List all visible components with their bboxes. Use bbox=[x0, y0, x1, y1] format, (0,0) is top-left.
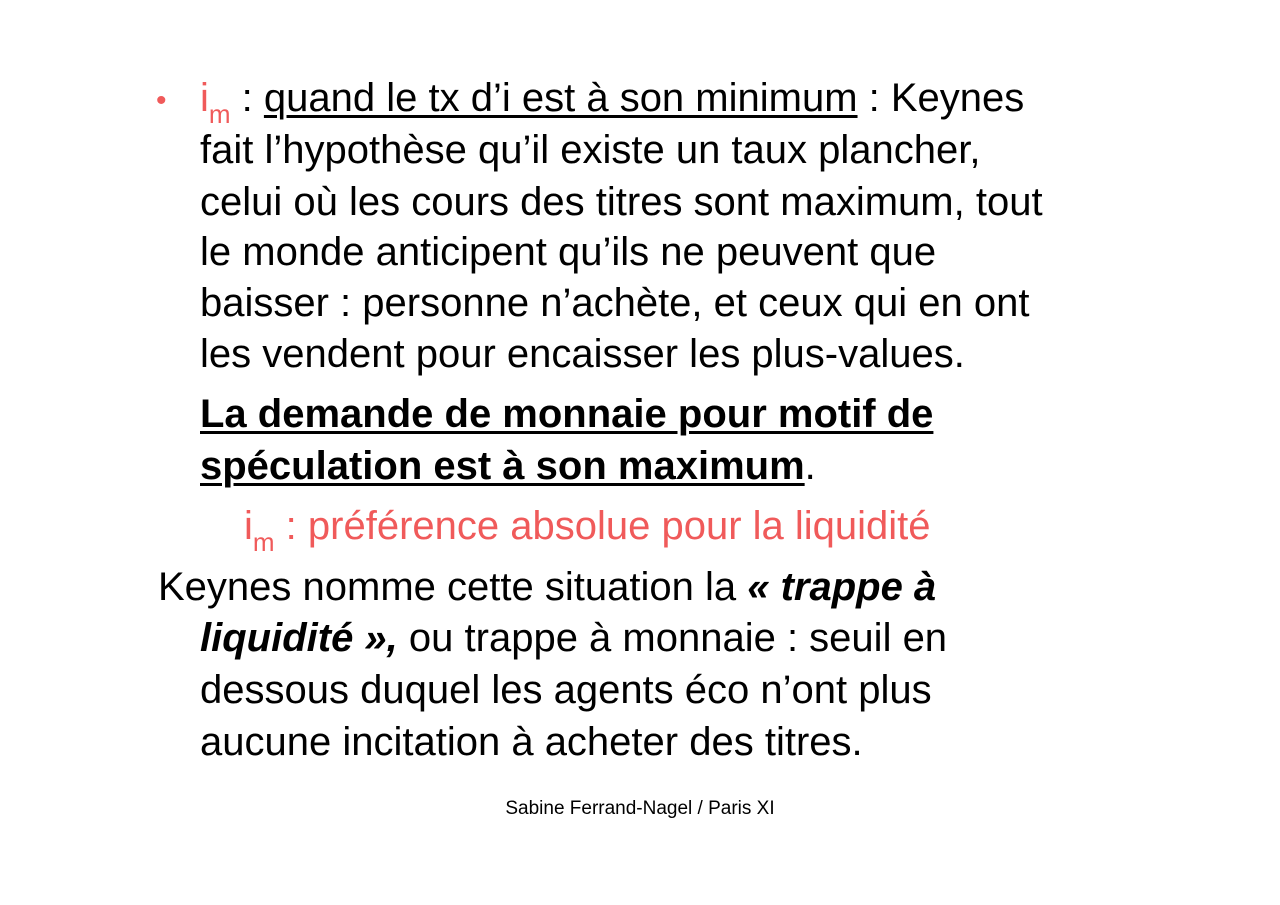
para2-line2 bbox=[200, 440, 816, 492]
para3-line bbox=[244, 500, 931, 556]
para2-bold-text: spéculation est à son maximum bbox=[200, 444, 805, 488]
bullet-icon: • bbox=[156, 84, 167, 117]
para1-line4: le monde anticipent qu’ils ne peuvent que bbox=[200, 230, 937, 274]
im-symbol-sub: m bbox=[208, 99, 231, 129]
para1-line6: les vendent pour encaisser les plus-values. bbox=[200, 332, 965, 376]
para4-plain-2: ou trappe à monnaie : seuil en bbox=[397, 616, 948, 660]
im-symbol-sub-2: m bbox=[252, 527, 275, 557]
footer-author: Sabine Ferrand-Nagel / Paris XI bbox=[505, 798, 775, 819]
para1-line2: fait l’hypothèse qu’il existe un taux plancher, bbox=[200, 128, 981, 172]
para1-line5: baisser : personne n’achète, et ceux qui en ont bbox=[200, 281, 1030, 325]
liquidity-preference-text: : préférence absolue pour la liquidité bbox=[274, 504, 931, 548]
para2-line1: La demande de monnaie pour motif de bbox=[200, 392, 934, 436]
separator: : bbox=[230, 76, 264, 120]
para2-period: . bbox=[804, 444, 816, 488]
para1-line1 bbox=[200, 72, 1024, 128]
trappe-term-2: liquidité », bbox=[200, 616, 398, 660]
para4-line4: aucune incitation à acheter des titres. bbox=[200, 720, 863, 764]
para4-plain-1: Keynes nomme cette situation la bbox=[158, 565, 748, 609]
para4-line1 bbox=[158, 561, 936, 613]
para4-line2 bbox=[200, 612, 947, 664]
im-symbol-main: i bbox=[200, 76, 209, 120]
im-symbol-main-2: i bbox=[244, 504, 253, 548]
underlined-condition: quand le tx d’i est à son minimum bbox=[263, 76, 858, 120]
para1-line3: celui où les cours des titres sont maximum, tout bbox=[200, 180, 1043, 224]
trappe-term-1: « trappe à bbox=[747, 565, 937, 609]
im-symbol bbox=[200, 76, 231, 129]
para4-line3: dessous duquel les agents éco n’ont plus bbox=[200, 668, 932, 712]
para1-keynes: : Keynes bbox=[857, 76, 1025, 120]
